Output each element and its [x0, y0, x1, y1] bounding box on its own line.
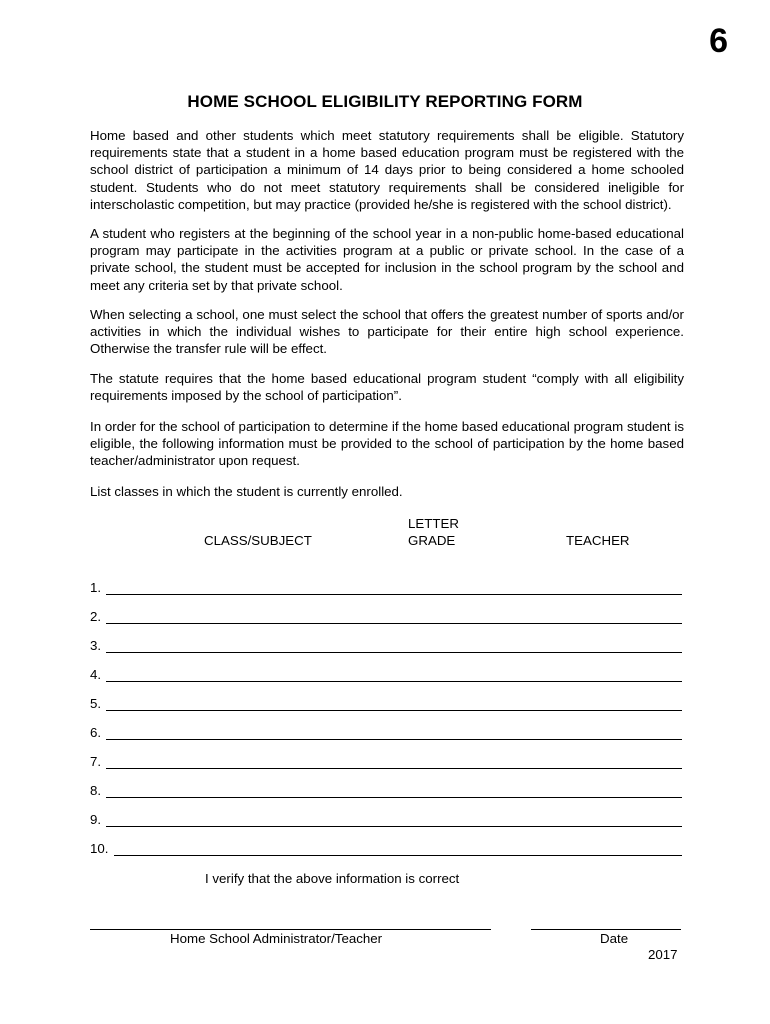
- row-number: 2.: [90, 609, 102, 624]
- date-line[interactable]: [531, 929, 681, 930]
- date-label: Date: [600, 931, 629, 946]
- row-number: 9.: [90, 812, 102, 827]
- class-row[interactable]: [90, 666, 682, 695]
- row-number: 8.: [90, 783, 102, 798]
- class-entry-line[interactable]: [106, 594, 682, 595]
- class-entry-line[interactable]: [106, 623, 682, 624]
- row-number: 4.: [90, 667, 102, 682]
- row-number: 6.: [90, 725, 102, 740]
- row-number: 7.: [90, 754, 102, 769]
- class-entry-line[interactable]: [106, 739, 682, 740]
- paragraph-registration: A student who registers at the beginning of the school year in a non-public home-based educational program may participate in the activities program at a public or private school. In the case of a private school, the student must be accepted for inclusion in the school program by the school and meet any criteria set by that private school.: [90, 226, 684, 293]
- class-row[interactable]: [90, 782, 682, 811]
- form-year: 2017: [648, 947, 678, 962]
- class-row[interactable]: [90, 724, 682, 753]
- row-number: 10.: [90, 841, 109, 856]
- class-entry-line[interactable]: [106, 797, 682, 798]
- class-row[interactable]: [90, 579, 682, 608]
- class-row[interactable]: [90, 608, 682, 637]
- administrator-signature-line[interactable]: [90, 929, 491, 930]
- paragraph-school-selection: When selecting a school, one must select the school that offers the greatest number of sports and/or activities in which the individual wishes to participate for their entire high school experience. Otherwise the transfer rule will be effect.: [90, 307, 684, 357]
- column-header-teacher: TEACHER: [566, 533, 630, 548]
- verification-statement: I verify that the above information is correct: [205, 871, 460, 886]
- administrator-signature-label: Home School Administrator/Teacher: [170, 931, 383, 946]
- class-row[interactable]: [90, 637, 682, 666]
- class-entry-line[interactable]: [106, 826, 682, 827]
- paragraph-information: In order for the school of participation to determine if the home based educational program student is eligible, the following information must be provided to the school of participation by the home based teacher/administrator upon request.: [90, 419, 684, 469]
- class-row[interactable]: [90, 695, 682, 724]
- row-number: 5.: [90, 696, 102, 711]
- page-number: 6: [709, 22, 728, 60]
- class-entry-line[interactable]: [106, 768, 682, 769]
- class-entry-line[interactable]: [106, 652, 682, 653]
- row-number: 3.: [90, 638, 102, 653]
- class-entry-line[interactable]: [114, 855, 682, 856]
- class-list: [90, 579, 682, 869]
- column-header-letter-grade: [408, 515, 459, 549]
- class-entry-line[interactable]: [106, 710, 682, 711]
- class-row[interactable]: [90, 811, 682, 840]
- column-header-letter: LETTER: [408, 516, 459, 531]
- column-header-class-subject: CLASS/SUBJECT: [204, 533, 312, 548]
- paragraph-eligibility: Home based and other students which meet statutory requirements shall be eligible. Statutory requirements state that a student in a home based education program must be registered with the school district of participation a minimum of 14 days prior to being considered a home schooled student. Students who do not meet statutory requirements shall be considered ineligible for interscholastic competition, but may practice (provided he/she is registered with the school district).: [90, 128, 684, 212]
- paragraph-statute: The statute requires that the home based educational program student “comply with all eligibility requirements imposed by the school of participation”.: [90, 371, 684, 404]
- class-row[interactable]: [90, 840, 682, 869]
- form-title: HOME SCHOOL ELIGIBILITY REPORTING FORM: [187, 92, 583, 111]
- class-row[interactable]: [90, 753, 682, 782]
- column-header-grade: GRADE: [408, 533, 456, 548]
- class-entry-line[interactable]: [106, 681, 682, 682]
- row-number: 1.: [90, 580, 102, 595]
- paragraph-list-classes: List classes in which the student is currently enrolled.: [90, 484, 403, 499]
